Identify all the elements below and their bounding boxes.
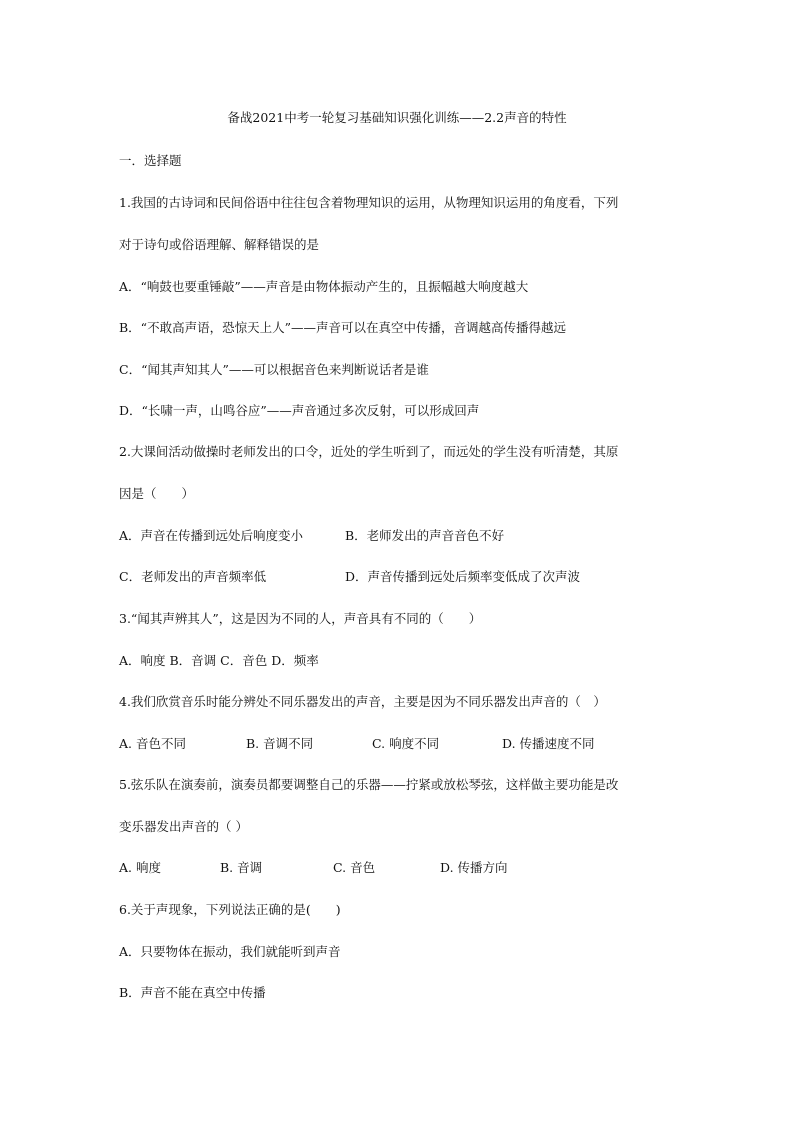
- q5-option-d: D. 传播方向: [440, 860, 508, 875]
- q3-options: A．响度 B．音调 C．音色 D．频率: [119, 653, 319, 668]
- section-heading: 一．选择题: [119, 153, 182, 168]
- q4-option-b: B. 音调不同: [246, 736, 314, 751]
- q5-option-b: B. 音调: [220, 860, 263, 875]
- q4-option-a: A. 音色不同: [119, 736, 186, 751]
- q5-stem-line1: 5.弦乐队在演奏前，演奏员都要调整自己的乐器——拧紧或放松琴弦，这样做主要功能是改: [119, 777, 619, 792]
- q6-stem: 6.关于声现象，下列说法正确的是( ): [119, 902, 341, 917]
- q2-stem-line1: 2.大课间活动做操时老师发出的口令，近处的学生听到了，而远处的学生没有听清楚，其原: [119, 444, 619, 459]
- q2-stem-line2: 因是（ ）: [119, 486, 195, 501]
- q4-option-d: D. 传播速度不同: [502, 736, 595, 751]
- q4-stem: 4.我们欣赏音乐时能分辨处不同乐器发出的声音，主要是因为不同乐器发出声音的（ ）: [119, 694, 606, 709]
- q1-option-c: C．“闻其声知其人”——可以根据音色来判断说话者是谁: [119, 362, 429, 377]
- q6-option-a: A．只要物体在振动，我们就能听到声音: [119, 944, 341, 959]
- q2-option-b: B．老师发出的声音音色不好: [345, 528, 505, 543]
- q5-stem-line2: 变乐器发出声音的（ ）: [119, 819, 248, 834]
- q2-option-a: A．声音在传播到远处后响度变小: [119, 528, 304, 543]
- q5-option-c: C. 音色: [333, 860, 376, 875]
- q5-option-a: A. 响度: [119, 860, 161, 875]
- q2-option-d: D．声音传播到远处后频率变低成了次声波: [345, 569, 581, 584]
- page-title: 备战2021中考一轮复习基础知识强化训练——2.2声音的特性: [227, 110, 567, 125]
- q1-stem-line2: 对于诗句或俗语理解、解释错误的是: [119, 237, 320, 252]
- q4-option-c: C. 响度不同: [372, 736, 440, 751]
- q2-option-c: C．老师发出的声音频率低: [119, 569, 267, 584]
- q1-option-b: B．“不敢高声语，恐惊天上人”——声音可以在真空中传播，音调越高传播得越远: [119, 320, 566, 335]
- q1-option-a: A．“响鼓也要重锤敲”——声音是由物体振动产生的，且振幅越大响度越大: [119, 279, 529, 294]
- q6-option-b: B．声音不能在真空中传播: [119, 985, 266, 1000]
- q1-option-d: D．“长啸一声，山鸣谷应”——声音通过多次反射，可以形成回声: [119, 403, 480, 418]
- q3-stem: 3.“闻其声辨其人”，这是因为不同的人，声音具有不同的（ ）: [119, 611, 482, 626]
- q1-stem-line1: 1.我国的古诗词和民间俗语中往往包含着物理知识的运用，从物理知识运用的角度看，下列: [119, 195, 619, 210]
